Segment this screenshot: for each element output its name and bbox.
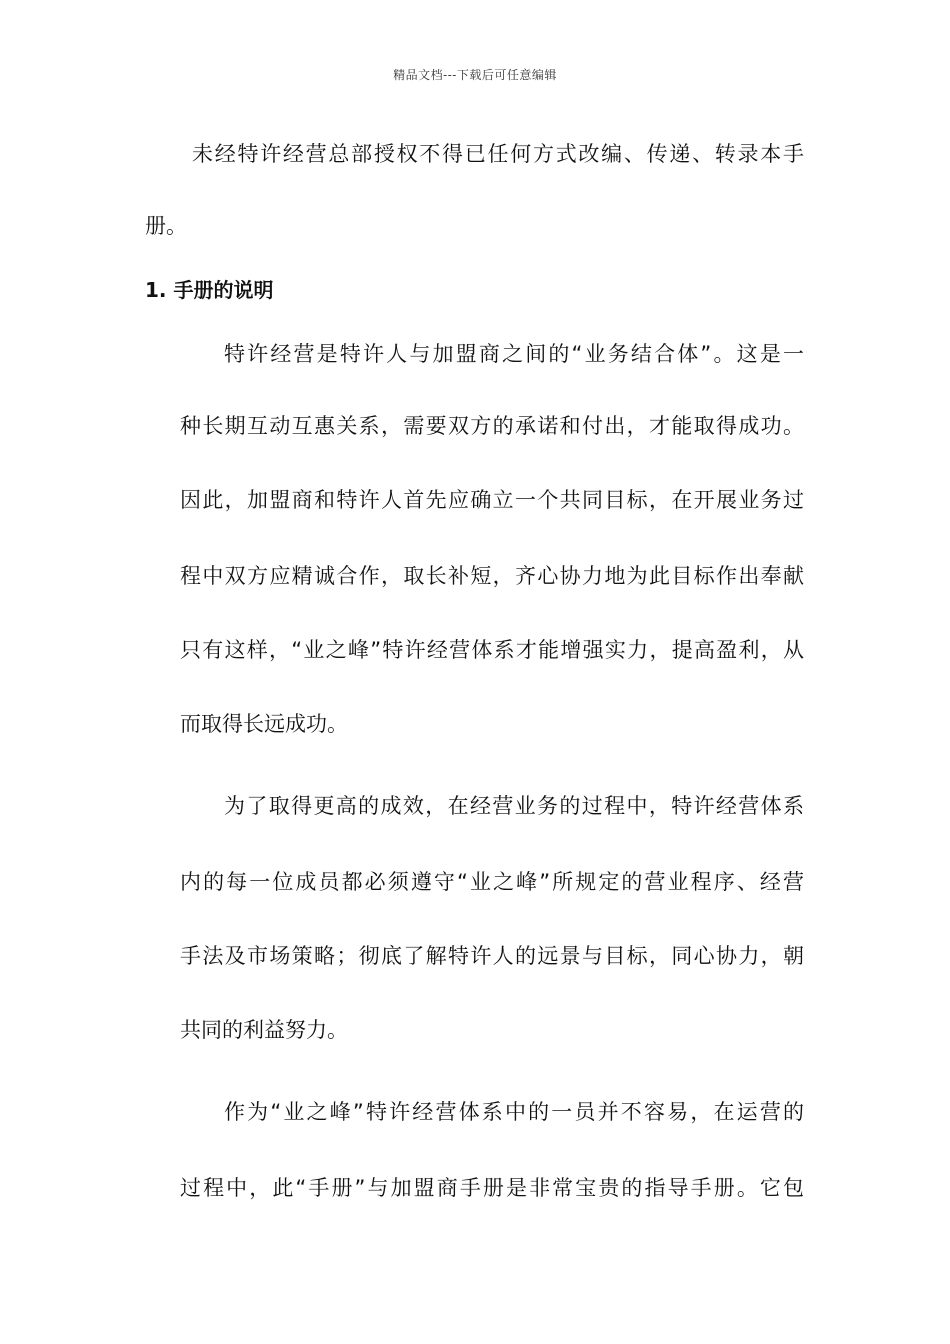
text-line: 过程中，此“手册”与加盟商手册是非常宝贵的指导手册。它包	[180, 1176, 804, 1200]
text-line: 只有这样，“业之峰”特许经营体系才能增强实力，提高盈利，从	[180, 638, 804, 662]
text-line: 因此，加盟商和特许人首先应确立一个共同目标，在开展业务过	[180, 488, 804, 512]
text-line: 册。	[145, 214, 187, 238]
text-line: 种长期互动互惠关系，需要双方的承诺和付出，才能取得成功。	[180, 414, 804, 438]
page-header: 精品文档---下载后可任意编辑	[393, 68, 557, 82]
section-heading: 1. 手册的说明	[145, 278, 274, 302]
text-line: 未经特许经营总部授权不得已任何方式改编、传递、转录本手	[192, 142, 804, 166]
text-line: 共同的利益努力。	[180, 1018, 348, 1042]
text-line: 作为“业之峰”特许经营体系中的一员并不容易，在运营的	[224, 1100, 804, 1124]
text-line: 手法及市场策略；彻底了解特许人的远景与目标，同心协力，朝	[180, 944, 804, 968]
text-line: 而取得长远成功。	[180, 712, 348, 736]
text-line: 为了取得更高的成效，在经营业务的过程中，特许经营体系	[224, 794, 804, 818]
text-line: 特许经营是特许人与加盟商之间的“业务结合体”。这是一	[224, 342, 804, 366]
text-line: 程中双方应精诚合作，取长补短，齐心协力地为此目标作出奉献	[180, 564, 804, 588]
text-line: 内的每一位成员都必须遵守“业之峰”所规定的营业程序、经营	[180, 870, 804, 894]
